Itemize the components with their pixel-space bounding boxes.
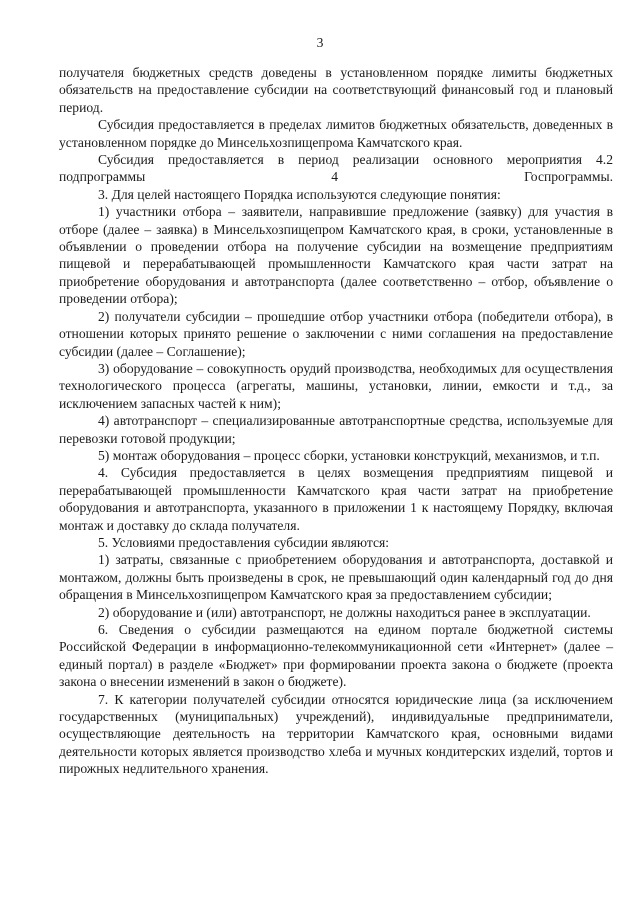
paragraph-7: 3) оборудование – совокупность орудий производства, необходимых для осуществления технологического процесса (агрегаты, машины, установки, линии, емкости и т.д., за исключением запасных частей к ним); xyxy=(59,360,613,411)
paragraph-13: 2) оборудование и (или) автотранспорт, не должны находиться ранее в эксплуатации. xyxy=(98,604,591,620)
paragraph-15: 7. К категории получателей субсидии относятся юридические лица (за исключением государственных (муниципальных) учреждений), индивидуальные предприниматели, осуществляющие деятельность на территории Камчатского края, основными видами деятельности которых является производство хлеба и мучных кондитерских изделий, тортов и пирожных недлительного хранения. xyxy=(59,691,613,777)
paragraph-14: 6. Сведения о субсидии размещаются на едином портале бюджетной системы Российской Федерации в информационно-телекоммуникационной сети «Интернет» (далее – единый портал) в разделе «Бюджет» при формировании проекта закона о бюджете (проекта закона о внесении изменений в закон о бюджете). xyxy=(59,622,613,690)
paragraph-3: Субсидия предоставляется в период реализации основного мероприятия 4.2 подпрограммы 4 Госпрограммы. xyxy=(59,152,613,185)
paragraph-1: получателя бюджетных средств доведены в установленном порядке лимиты бюджетных обязательств на предоставление субсидии на соответствующий финансовый год и плановый период. xyxy=(59,65,613,115)
paragraph-12: 1) затраты, связанные с приобретением оборудования и автотранспорта, доставкой и монтажом, должны быть произведены в срок, не превышающий один календарный год до дня обращения в Минсельхозпищепром Камчатского края за предоставлением субсидии; xyxy=(59,552,613,603)
document-body xyxy=(59,64,613,778)
paragraph-11: 5. Условиями предоставления субсидии являются: xyxy=(98,534,390,550)
paragraph-4: 3. Для целей настоящего Порядка используются следующие понятия: xyxy=(98,186,501,202)
paragraph-6: 2) получатели субсидии – прошедшие отбор участники отбора (победители отбора), в отношении которых принято решение о заключении с ними соглашения на предоставление субсидии (далее – Соглашение); xyxy=(59,308,613,359)
paragraph-8: 4) автотранспорт – специализированные автотранспортные средства, используемые для перевозки готовой продукции; xyxy=(59,413,613,446)
page-number: 3 xyxy=(316,35,324,50)
paragraph-9: 5) монтаж оборудования – процесс сборки, установки конструкций, механизмов, и т.п. xyxy=(98,447,600,463)
paragraph-10: 4. Субсидия предоставляется в целях возмещения предприятиям пищевой и перерабатывающей промышленности Камчатского края части затрат на приобретение оборудования и автотранспорта, указанного в приложении 1 к настоящему Порядку, включая монтаж и доставку до склада получателя. xyxy=(59,465,613,533)
paragraph-5: 1) участники отбора – заявители, направившие предложение (заявку) для участия в отборе (далее – заявка) в Минсельхозпищепром Камчатского края, в сроки, установленные в объявлении о проведении отбора на получение субсидии на возмещение предприятиям пищевой и перерабатывающей промышленности Камчатского края части затрат на приобретение оборудования и автотранспорта (далее соответственно – отбор, объявление о проведении отбора); xyxy=(59,204,613,307)
paragraph-2: Субсидия предоставляется в пределах лимитов бюджетных обязательств, доведенных в установленном порядке до Минсельхозпищепрома Камчатского края. xyxy=(59,117,613,150)
